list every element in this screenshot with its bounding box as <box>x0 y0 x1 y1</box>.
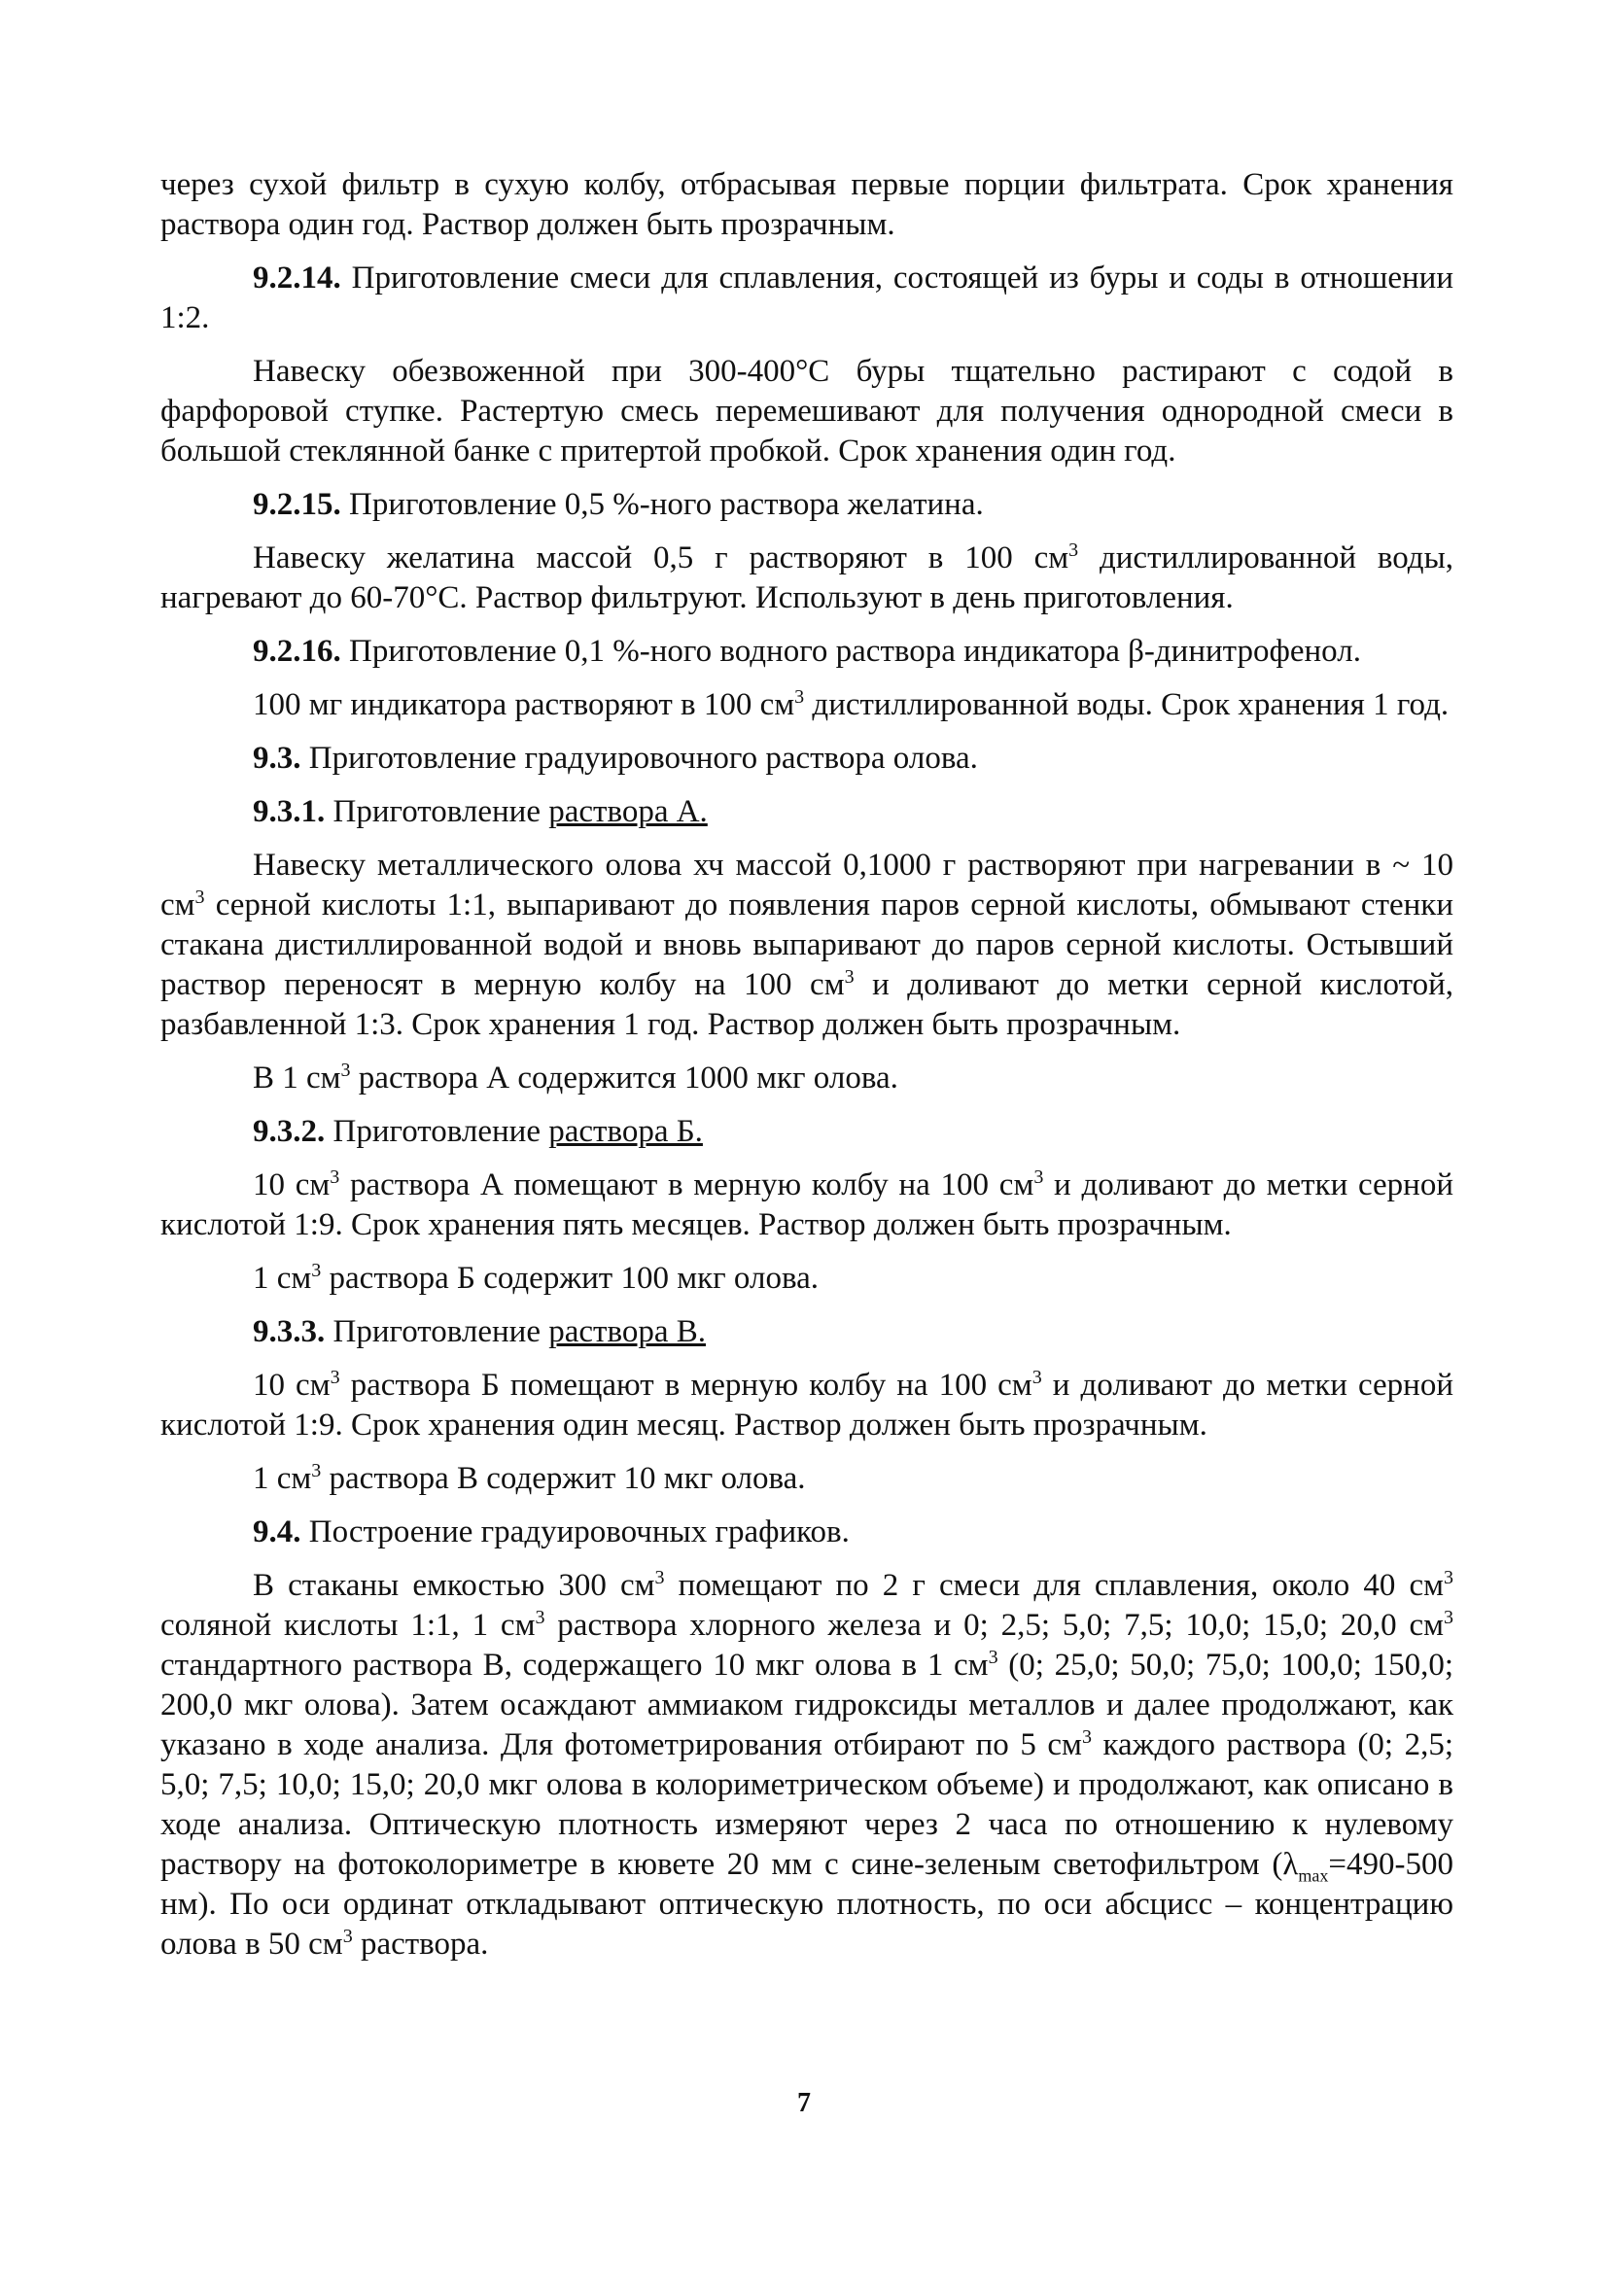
section-title: Приготовление <box>325 1314 549 1349</box>
section-9-3-3 <box>160 1312 1453 1352</box>
section-title: Приготовление <box>325 794 549 829</box>
section-title: Приготовление <box>325 1114 549 1149</box>
section-number: 9.3.3. <box>253 1314 326 1349</box>
paragraph-solution-v-content: 1 $см^3$ раствора В содержит 10 мкг олова. <box>253 1460 806 1496</box>
paragraph-solution-a-content: В 1 $см^3$ раствора А содержится 1000 мкг олова. <box>253 1060 898 1096</box>
section-number: 9.2.14. <box>253 261 341 296</box>
paragraph-solution-a-preparation: Навеску металлического олова хч массой 0,1000 г растворяют при нагревании в ~ 10 $см^3$ серной кислоты 1:1, выпаривают до появления паров серной кислоты, обмывают стенки стакана дистиллированной водой и вновь выпаривают до паров серной кислоты. Остывший раствор переносят в мерную колбу на 100 $см^3$ и доливают до метки серной кислотой, разбавленной 1:3. Срок хранения 1 год. Раствор должен быть прозрачным. <box>160 848 1453 1042</box>
document-page <box>160 165 1453 1965</box>
paragraph-calibration-procedure: В стаканы емкостью 300 $см^3$ помещают по 2 г смеси для сплавления, около 40 $см^3$ соляной кислоты 1:1, 1 $см^3$ раствора хлорного железа и 0; 2,5; 5,0; 7,5; 10,0; 15,0; 20,0 $см^3$ стандартного раствора В, содержащего 10 мкг олова в 1 $см^3$ (0; 25,0; 50,0; 75,0; 100,0; 150,0; 200,0 мкг олова). Затем осаждают аммиаком гидроксиды металлов и далее продолжают, как указано в ходе анализа. Для фотометрирования отбирают по 5 $см^3$ каждого раствора (0; 2,5; 5,0; 7,5; 10,0; 15,0; 20,0 мкг олова в колориметрическом объеме) и продолжают, как описано в ходе анализа. Оптическую плотность измеряют через 2 часа по отношению к нулевому раствору на фотоколориметре в кювете 20 мм с сине-зеленым светофильтром ($\lambda_{max}=490-500$ нм). По оси ординат откладывают оптическую плотность, по оси абсцисс – концентрацию олова в 50 $см^3$ раствора. <box>160 1567 1454 1962</box>
section-9-4 <box>160 1513 1453 1552</box>
paragraph-gelatin-solution: Навеску желатина массой 0,5 г растворяют в 100 $см^3$ дистиллированной воды, нагревают до 60-70°С. Раствор фильтруют. Используют в день приготовления. <box>160 539 1453 615</box>
section-title: Приготовление 0,5 %-ного раствора желатина. <box>340 487 984 522</box>
section-number: 9.3.2. <box>253 1114 326 1149</box>
paragraph-solution-v-preparation: 10 $см^3$ раствора Б помещают в мерную колбу на 100 $см^3$ и доливают до метки серной кислотой 1:9. Срок хранения один месяц. Раствор должен быть прозрачным. <box>160 1367 1454 1443</box>
paragraph-solution-b-preparation: 10 $см^3$ раствора А помещают в мерную колбу на 100 $см^3$ и доливают до метки серной кислотой 1:9. Срок хранения пять месяцев. Раствор должен быть прозрачным. <box>160 1166 1454 1242</box>
section-number: 9.3.1. <box>253 794 326 829</box>
section-title: Приготовление смеси для сплавления, состоящей из буры и соды в отношении 1:2. <box>160 261 1453 335</box>
section-title: Приготовление градуировочного раствора олова. <box>300 741 978 776</box>
section-9-3-1 <box>160 792 1453 832</box>
section-number: 9.3. <box>253 741 301 776</box>
section-number: 9.2.15. <box>253 487 341 522</box>
section-title-underlined: раствора Б. <box>548 1114 703 1149</box>
section-title: Приготовление 0,1 %-ного водного раствора индикатора β-динитрофенол. <box>340 634 1361 669</box>
paragraph-borax-soda-mix: Навеску обезвоженной при 300-400°С буры тщательно растирают с содой в фарфоровой ступке. Растертую смесь перемешивают для получения однородной смеси в большой стеклянной банке с притертой пробкой. Срок хранения один год. <box>160 354 1453 469</box>
section-9-3 <box>160 739 1453 779</box>
section-9-2-15 <box>160 485 1453 525</box>
section-title: Построение градуировочных графиков. <box>300 1514 850 1549</box>
paragraph-solution-b-content: 1 $см^3$ раствора Б содержит 100 мкг олова. <box>253 1260 819 1296</box>
page-number: 7 <box>797 2088 811 2118</box>
section-9-2-14 <box>160 259 1453 338</box>
section-number: 9.2.16. <box>253 634 341 669</box>
section-title-underlined: раствора В. <box>548 1314 706 1349</box>
paragraph-indicator-solution: 100 мг индикатора растворяют в 100 $см^3$ дистиллированной воды. Срок хранения 1 год. <box>253 686 1450 722</box>
paragraph-filter-continuation: через сухой фильтр в сухую колбу, отбрасывая первые порции фильтрата. Срок хранения раствора один год. Раствор должен быть прозрачным. <box>160 167 1453 242</box>
section-title-underlined: раствора А. <box>548 794 708 829</box>
section-number: 9.4. <box>253 1514 301 1549</box>
section-9-2-16 <box>160 632 1453 672</box>
section-9-3-2 <box>160 1112 1453 1152</box>
